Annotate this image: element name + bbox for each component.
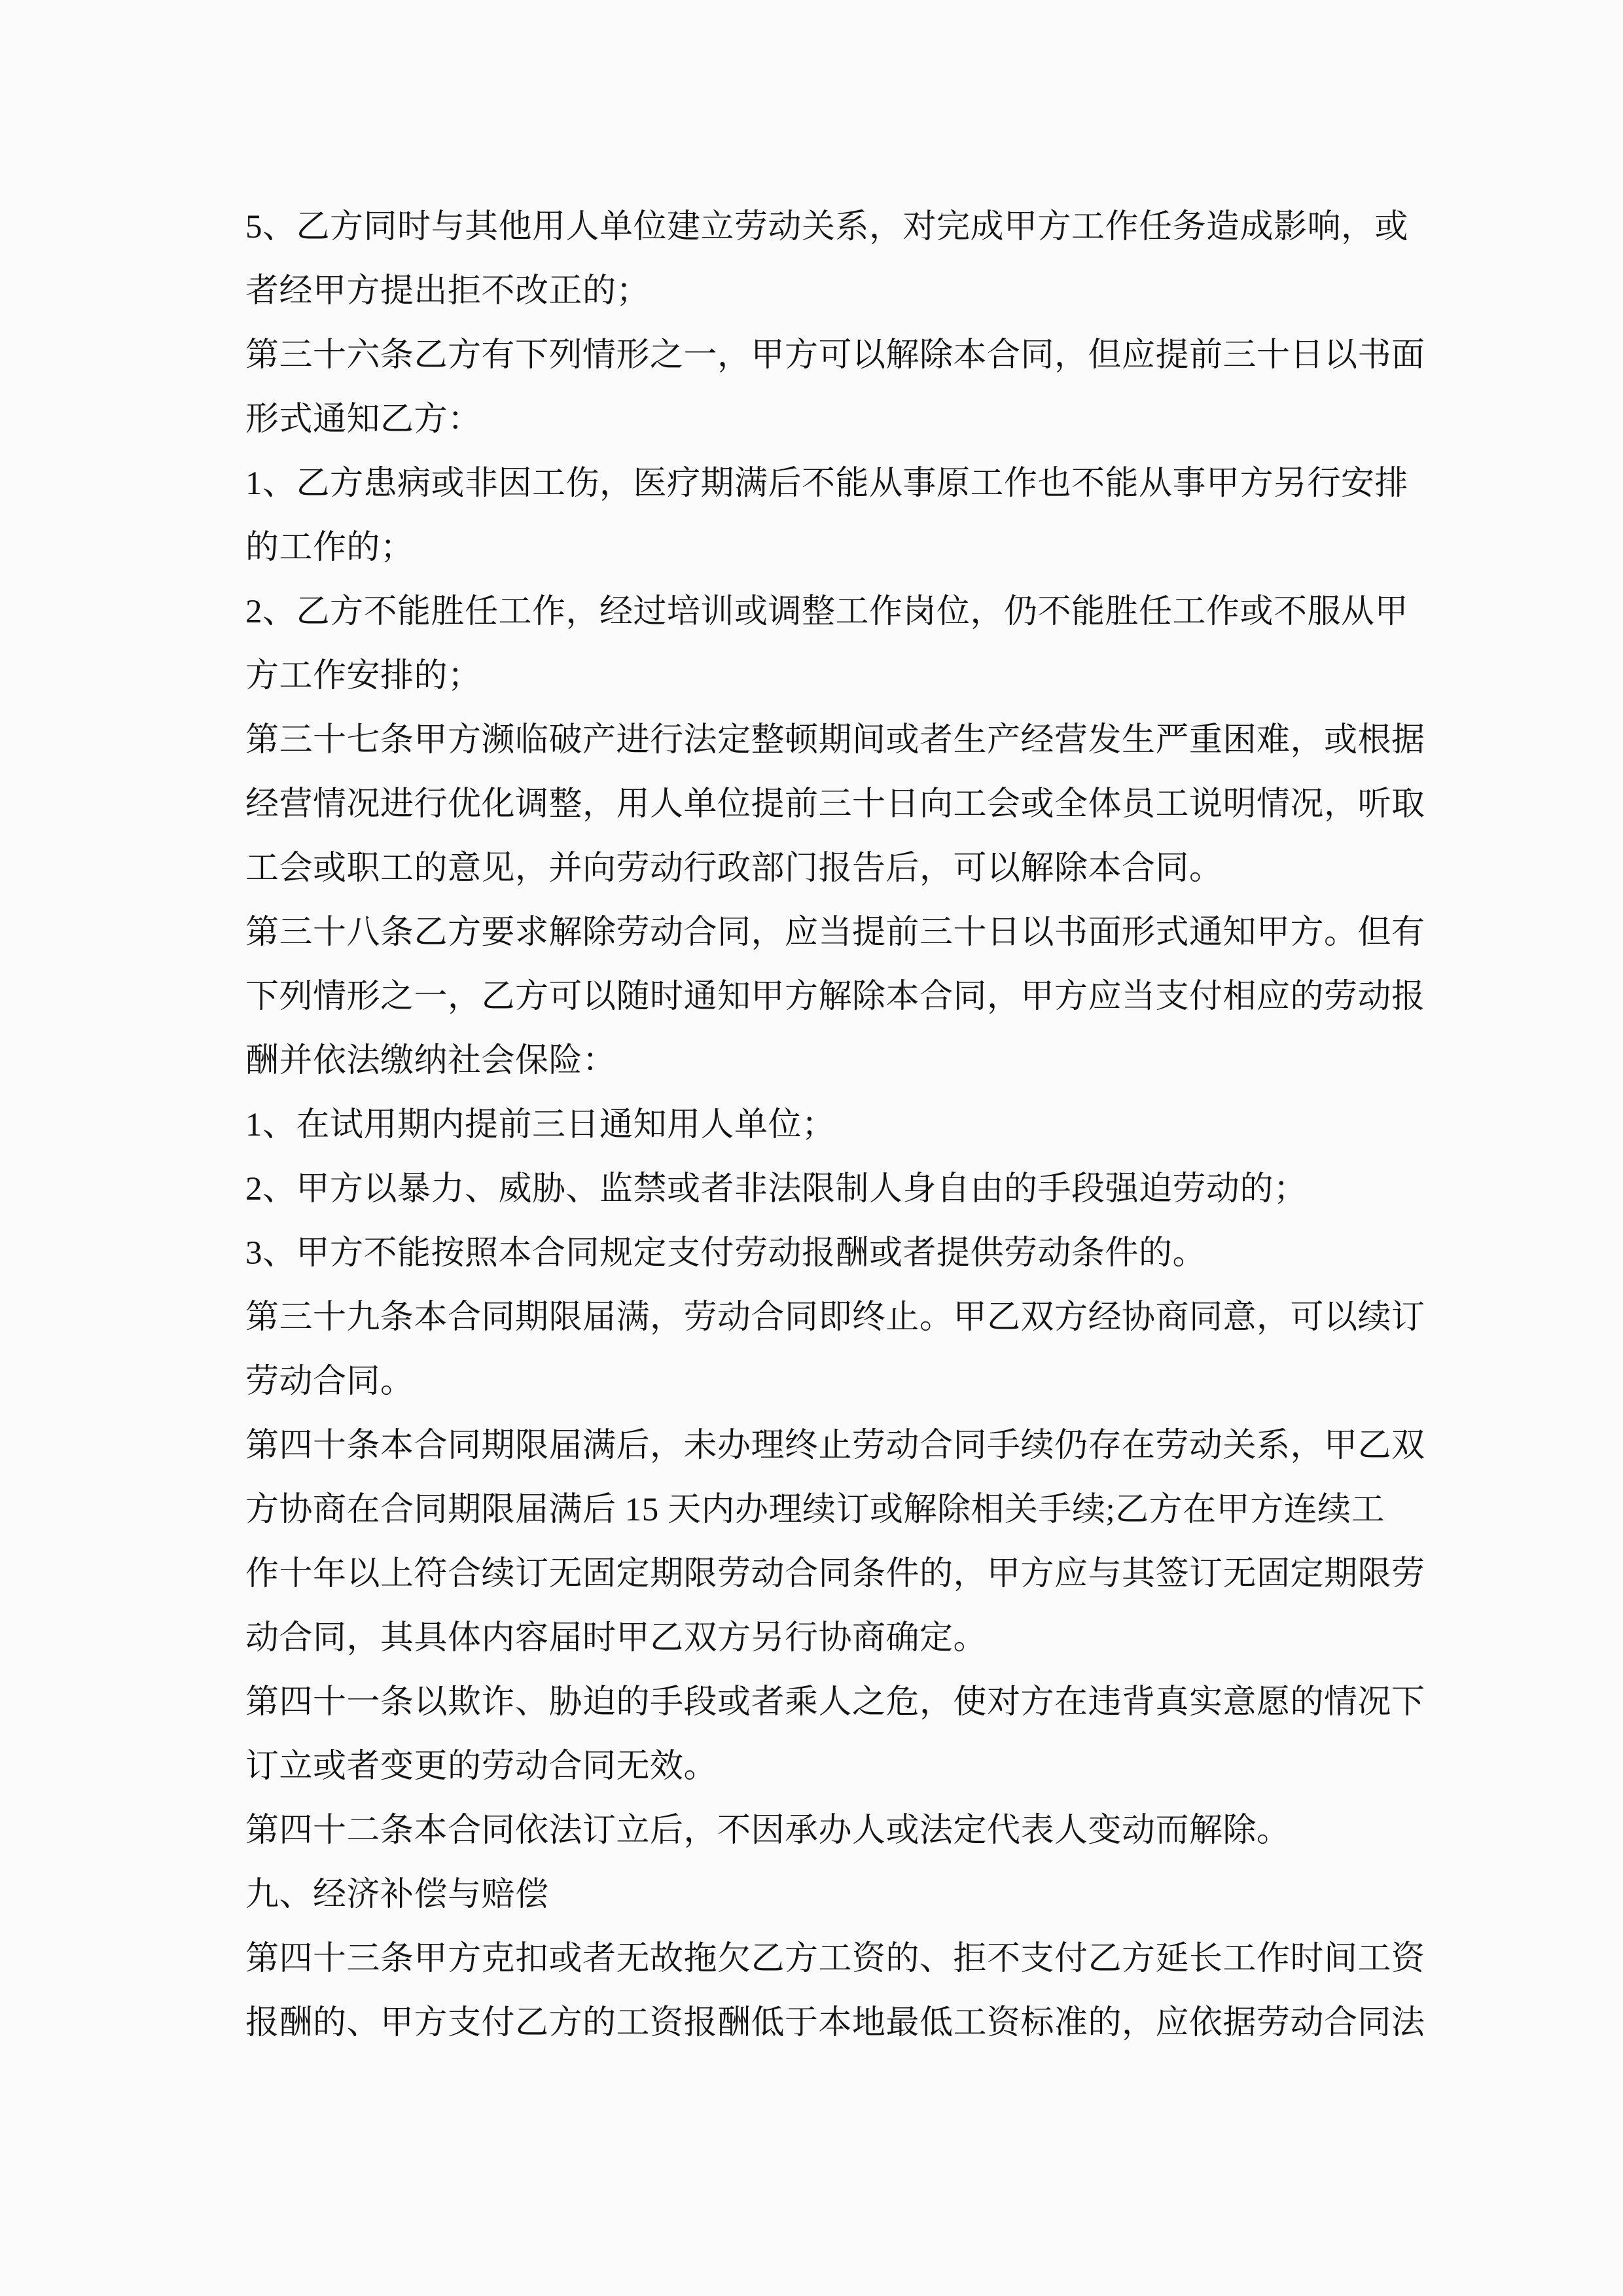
document-line: 方协商在合同期限届满后 15 天内办理续订或解除相关手续;乙方在甲方连续工 — [245, 1492, 1385, 1528]
document-line: 动合同，其具体内容届时甲乙双方另行协商确定。 — [245, 1620, 988, 1657]
document-line: 5、乙方同时与其他用人单位建立劳动关系，对完成甲方工作任务造成影响，或 — [245, 209, 1409, 245]
document-line: 3、甲方不能按照本合同规定支付劳动报酬或者提供劳动条件的。 — [245, 1235, 1207, 1272]
document-line: 酬并依法缴纳社会保险： — [245, 1043, 616, 1079]
document-line: 第三十六条乙方有下列情形之一，甲方可以解除本合同，但应提前三十日以书面 — [245, 337, 1425, 374]
document-line: 2、甲方以暴力、威胁、监禁或者非法限制人身自由的手段强迫劳动的； — [245, 1171, 1308, 1208]
document-line: 形式通知乙方： — [245, 401, 482, 438]
document-line: 订立或者变更的劳动合同无效。 — [245, 1748, 718, 1785]
document-line: 1、乙方患病或非因工伤，医疗期满后不能从事原工作也不能从事甲方另行安排 — [245, 465, 1409, 502]
document-body — [245, 195, 1425, 2055]
document-line: 第三十九条本合同期限届满，劳动合同即终止。甲乙双方经协商同意，可以续订 — [245, 1299, 1425, 1336]
document-line: 第三十七条甲方濒临破产进行法定整顿期间或者生产经营发生严重困难，或根据 — [245, 722, 1425, 759]
document-line: 方工作安排的； — [245, 658, 482, 694]
document-line: 第四十二条本合同依法订立后，不因承办人或法定代表人变动而解除。 — [245, 1812, 1291, 1849]
document-line: 的工作的； — [245, 529, 414, 566]
document-line: 报酬的、甲方支付乙方的工资报酬低于本地最低工资标准的，应依据劳动合同法 — [245, 2005, 1425, 2041]
document-line: 经营情况进行优化调整，用人单位提前三十日向工会或全体员工说明情况，听取 — [245, 786, 1425, 823]
document-line: 九、经济补偿与赔偿 — [245, 1876, 549, 1913]
document-line: 作十年以上符合续订无固定期限劳动合同条件的，甲方应与其签订无固定期限劳 — [245, 1556, 1425, 1592]
document-line: 第四十一条以欺诈、胁迫的手段或者乘人之危，使对方在违背真实意愿的情况下 — [245, 1684, 1425, 1721]
document-line: 工会或职工的意见，并向劳动行政部门报告后，可以解除本合同。 — [245, 850, 1223, 887]
document-line: 第四十三条甲方克扣或者无故拖欠乙方工资的、拒不支付乙方延长工作时间工资 — [245, 1941, 1425, 1977]
document-line: 1、在试用期内提前三日通知用人单位； — [245, 1107, 836, 1143]
document-line: 第三十八条乙方要求解除劳动合同，应当提前三十日以书面形式通知甲方。但有 — [245, 914, 1425, 951]
document-line: 第四十条本合同期限届满后，未办理终止劳动合同手续仍存在劳动关系，甲乙双 — [245, 1427, 1425, 1464]
document-line: 者经甲方提出拒不改正的； — [245, 273, 651, 310]
document-line: 劳动合同。 — [245, 1363, 414, 1400]
document-line: 2、乙方不能胜任工作，经过培训或调整工作岗位，仍不能胜任工作或不服从甲 — [245, 594, 1409, 630]
document-line: 下列情形之一，乙方可以随时通知甲方解除本合同，甲方应当支付相应的劳动报 — [245, 978, 1425, 1015]
